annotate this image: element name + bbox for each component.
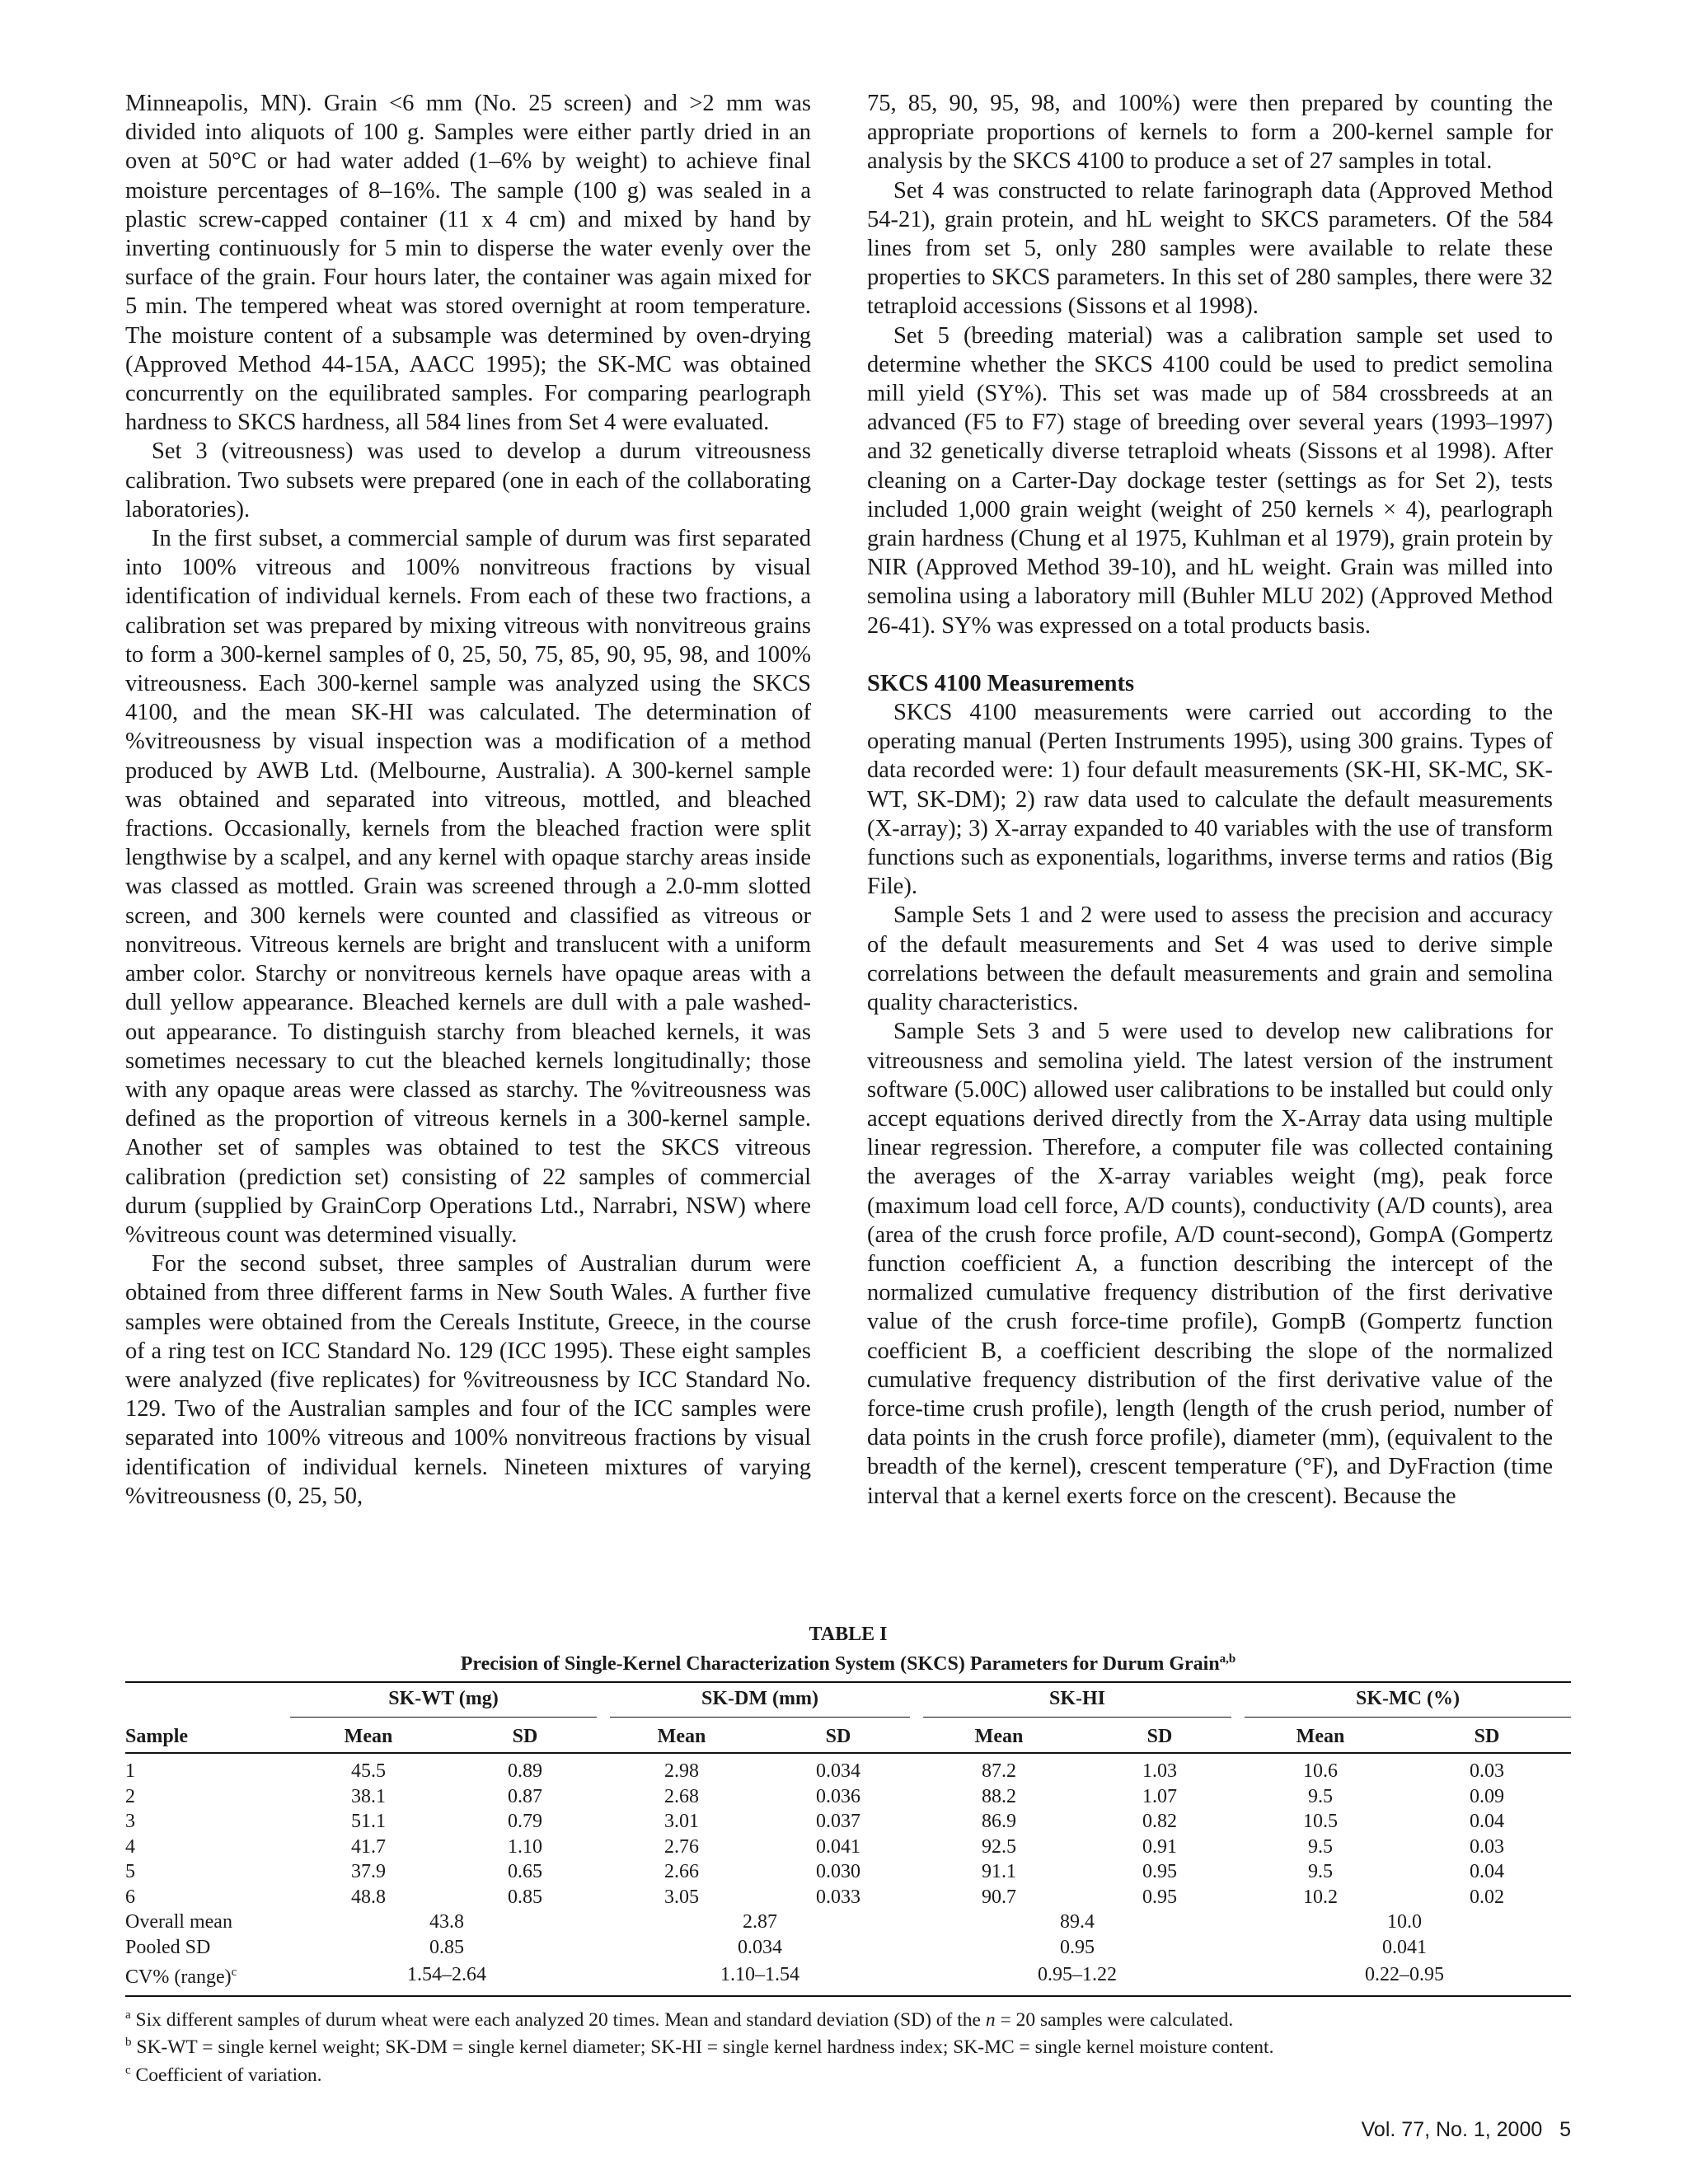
cell-hi-sd: 1.07 [1142, 1785, 1177, 1807]
cell-dm: 1.10–1.54 [720, 1964, 799, 1985]
table-row [125, 1859, 1571, 1885]
cell-wt-mean: 37.9 [351, 1861, 386, 1882]
cell-mc-sd: 0.03 [1470, 1760, 1504, 1782]
cell-wt-sd: 0.89 [508, 1760, 542, 1782]
cell-wt-mean: 38.1 [351, 1785, 386, 1807]
cell-mc-sd: 0.02 [1470, 1886, 1504, 1908]
cell-mc-sd: 0.09 [1470, 1785, 1504, 1807]
paragraph: 75, 85, 90, 95, 98, and 100%) were then prepared by counting the appropriate proportions of kernels to form a 200-kernel sample for analysis by the SKCS 4100 to produce a set of 27 samples in total. [867, 91, 1553, 175]
paragraph: For the second subset, three samples of Australian durum were obtained from three different farms in New South Wales. A further five samples were obtained from the Cereals Institute, Greece, in the course of a ring test on ICC Standard No. 129 (ICC 1995). These eight samples were analyzed (five replicates) for %vitreousness by ICC Standard No. 129. Two of the Australian samples and four of the ICC samples were separated into 100% vitreous and 100% nonvitreous fractions by visual identification of individual kernels. Nineteen mixtures of varying %vitreousness (0, 25, 50, [125, 1251, 811, 1509]
data-table [125, 1681, 1571, 1997]
paragraph: Set 5 (breeding material) was a calibration sample set used to determine whether the SKCS 4100 could be used to predict semolina mill yield (SY%). This set was made up of 584 crossbreeds at an advanced (F5 to F7) stage of breeding over several years (1993–1997) and 32 genetically diverse tetraploid wheats (Sissons et al 1998). After cleaning on a Carter-Day dockage tester (settings as for Set 2), tests included 1,000 grain weight (weight of 250 kernels × 4), pearlograph grain hardness (Chung et al 1975, Kuhlman et al 1979), grain protein by NIR (Approved Method 39-10), and hL weight. Grain was milled into semolina using a laboratory mill (Buhler MLU 202) (Approved Method 26-41). SY% was expressed on a total products basis. [867, 322, 1553, 639]
cell-dm-mean: 3.05 [664, 1886, 699, 1908]
table-footnotes [125, 2004, 1571, 2087]
cell-mc-sd: 0.04 [1470, 1861, 1504, 1882]
cell-hi-mean: 88.2 [982, 1785, 1016, 1807]
cell-mc: 10.0 [1387, 1911, 1422, 1933]
cell-wt: 43.8 [429, 1911, 464, 1933]
left-column [125, 89, 811, 1511]
cell-dm: 2.87 [743, 1911, 777, 1933]
cell-mc-sd: 0.03 [1470, 1835, 1504, 1858]
footnote [125, 2059, 1571, 2087]
column-header-mean: Mean [344, 1725, 393, 1747]
cell-hi: 0.95–1.22 [1038, 1964, 1117, 1985]
table-label: TABLE I [809, 1624, 888, 1645]
cell-dm-sd: 0.041 [816, 1835, 860, 1858]
column-header-sample: Sample [125, 1725, 189, 1747]
column-header-sd: SD [512, 1725, 538, 1747]
row-label-text: Pooled SD [125, 1936, 211, 1958]
cell-dm-mean: 2.66 [664, 1861, 699, 1882]
footnote [125, 2031, 1571, 2059]
cell-wt-sd: 0.65 [508, 1861, 542, 1882]
cell-mc: 0.22–0.95 [1365, 1964, 1444, 1985]
cell-mc-mean: 10.2 [1303, 1886, 1338, 1908]
cell-dm-sd: 0.036 [816, 1785, 860, 1807]
table-row [125, 1835, 1571, 1860]
column-group-sk-hi [917, 1682, 1238, 1721]
table-row [125, 1784, 1571, 1810]
column-header-mean: Mean [657, 1725, 706, 1747]
group-label: SK-WT (mg) [290, 1686, 597, 1718]
cell-wt-mean: 48.8 [351, 1886, 386, 1908]
table-row-summary [125, 1935, 1571, 1961]
footnote-mark: c [231, 1966, 237, 1979]
row-label-text: Overall mean [125, 1911, 232, 1933]
cell-wt-sd: 0.85 [508, 1886, 542, 1908]
cell-wt-mean: 51.1 [351, 1811, 386, 1832]
footnote-text: SK-WT = single kernel weight; SK-DM = single kernel diameter; SK-HI = single kernel hardness index; SK-MC = single kernel moisture content. [136, 2036, 1274, 2059]
paragraph: Sample Sets 1 and 2 were used to assess the precision and accuracy of the default measurements and Set 4 was used to derive simple correlations between the default measurements and grain and semolina quality characteristics. [867, 902, 1553, 1016]
cell-sample: 6 [125, 1886, 135, 1908]
table-title [125, 1647, 1571, 1676]
column-group-sk-wt [290, 1682, 603, 1721]
paragraph: Sample Sets 3 and 5 were used to develop new calibrations for vitreousness and semolina yield. The latest version of the instrument software (5.00C) allowed user calibrations to be installed but could only accept equations derived directly from the X-Array data using multiple linear regression. Therefore, a computer file was collected containing the averages of the X-array variables weight (mg), peak force (maximum load cell force, A/D counts), conductivity (A/D counts), area (area of the crush force profile, A/D count-second), GompA (Gompertz function coefficient A, a function describing the intercept of the normalized cumulative frequency distribution of the first derivative value of the crush force-time profile), GompB (Gompertz function coefficient B, a coefficient describing the slope of the normalized cumulative frequency distribution of the first derivative value of the force-time crush profile), length (length of the crush period, number of data points in the crush force profile), diameter (mm), (equivalent to the breadth of the kernel), crescent temperature (°F), and DyFraction (time interval that a kernel exerts force on the crescent). Because the [867, 1019, 1553, 1509]
cell-hi-sd: 0.95 [1142, 1886, 1177, 1908]
cell-dm-mean: 3.01 [664, 1811, 699, 1832]
cell-sample: 3 [125, 1811, 135, 1832]
cell-hi-sd: 0.95 [1142, 1861, 1177, 1882]
paragraph: Minneapolis, MN). Grain <6 mm (No. 25 screen) and >2 mm was divided into aliquots of 100 g. Samples were either partly dried in an oven at 50°C or had water added (1–6% by weight) to achieve final moisture percentages of 8–16%. The sample (100 g) was sealed in a plastic screw-capped container (11 x 4 cm) and mixed by hand by inverting continuously for 5 min to disperse the water evenly over the surface of the grain. Four hours later, the container was again mixed for 5 min. The tempered wheat was stored overnight at room temperature. The moisture content of a subsample was determined by oven-drying (Approved Method 44-15A, AACC 1995); the SK-MC was obtained concurrently on the equilibrated samples. For comparing pearlograph hardness to SKCS hardness, all 584 lines from Set 4 were evaluated. [125, 91, 811, 436]
footnote-text: = 20 samples were calculated. [995, 2008, 1234, 2031]
cell-hi-mean: 86.9 [982, 1811, 1016, 1832]
cell-dm-mean: 2.68 [664, 1785, 699, 1807]
footnote-italic: n [985, 2008, 996, 2031]
table-row [125, 1809, 1571, 1835]
cell-mc-mean: 9.5 [1308, 1835, 1333, 1858]
cell-hi-sd: 1.03 [1142, 1760, 1177, 1782]
cell-dm-sd: 0.034 [816, 1760, 860, 1782]
cell-dm-sd: 0.037 [816, 1811, 860, 1832]
cell-wt-mean: 45.5 [351, 1760, 386, 1782]
paragraph: Set 4 was constructed to relate farinograph data (Approved Method 54-21), grain protein, and hL weight to SKCS parameters. Of the 584 lines from set 5, only 280 samples were available to relate these properties to SKCS parameters. In this set of 280 samples, there were 32 tetraploid accessions (Sissons et al 1998). [867, 177, 1553, 320]
footnote-mark: c [125, 2064, 131, 2078]
group-label: SK-HI [923, 1686, 1231, 1718]
cell-mc: 0.041 [1382, 1936, 1427, 1958]
table-row-summary [125, 1910, 1571, 1935]
cell-hi: 0.95 [1060, 1936, 1095, 1958]
cell-wt-sd: 0.79 [508, 1811, 542, 1832]
table-row [125, 1753, 1571, 1784]
column-group-sk-dm [603, 1682, 917, 1721]
paragraph: Set 3 (vitreousness) was used to develop a durum vitreousness calibration. Two subsets were prepared (one in each of the collaborating laboratories). [125, 438, 811, 523]
table-title-footnote-marks: a,b [1219, 1652, 1236, 1666]
table-title-text: Precision of Single-Kernel Characterization System (SKCS) Parameters for Durum Grain [460, 1653, 1220, 1675]
column-header-sd: SD [825, 1725, 851, 1747]
paragraph: In the first subset, a commercial sample of durum was first separated into 100% vitreous and 100% nonvitreous fractions by visual identification of individual kernels. From each of these two fractions, a calibration set was prepared by mixing vitreous with nonvitreous grains to form a 300-kernel samples of 0, 25, 50, 75, 85, 90, 95, 98, and 100% vitreousness. Each 300-kernel sample was analyzed using the SKCS 4100, and the mean SK-HI was calculated. The determination of %vitreousness by visual inspection was a modification of a method produced by AWB Ltd. (Melbourne, Australia). A 300-kernel sample was obtained and separated into vitreous, mottled, and bleached fractions. Occasionally, kernels from the bleached fraction were split lengthwise by a scalpel, and any kernel with opaque starchy areas inside was classed as mottled. Grain was screened through a 2.0-mm slotted screen, and 300 kernels were counted and classified as vitreous or nonvitreous. Vitreous kernels are bright and translucent with a uniform amber color. Starchy or nonvitreous kernels have opaque areas with a dull yellow appearance. Bleached kernels are dull with a pale washed-out appearance. To distinguish starchy from bleached kernels, it was sometimes necessary to cut the bleached kernels longitudinally; those with any opaque areas were classed as starchy. The %vitreousness was defined as the proportion of vitreous kernels in a 300-kernel sample. Another set of samples was obtained to test the SKCS vitreous calibration (prediction set) consisting of 22 samples of commercial durum (supplied by GrainCorp Operations Ltd., Narrabri, NSW) where %vitreous count was determined visually. [125, 526, 811, 1248]
row-label [125, 1910, 290, 1935]
cell-mc-mean: 9.5 [1308, 1861, 1333, 1882]
right-column [867, 89, 1553, 1511]
cell-dm-sd: 0.033 [816, 1886, 860, 1908]
paragraph: SKCS 4100 measurements were carried out according to the operating manual (Perten Instruments 1995), using 300 grains. Types of data recorded were: 1) four default measurements (SK-HI, SK-MC, SK-WT, SK-DM); 2) raw data used to calculate the default measurements (X-array); 3) X-array expanded to 40 variables with the use of transform functions such as exponentials, logarithms, inverse terms and ratios (Big File). [867, 700, 1553, 900]
cell-mc-mean: 9.5 [1308, 1785, 1333, 1807]
footnote-mark: a [125, 2008, 131, 2022]
cell-hi: 89.4 [1060, 1911, 1095, 1933]
cell-wt-sd: 0.87 [508, 1785, 542, 1807]
cell-dm-mean: 2.76 [664, 1835, 699, 1858]
column-group-sk-mc [1238, 1682, 1571, 1721]
cell-hi-mean: 91.1 [982, 1861, 1016, 1882]
section-heading: SKCS 4100 Measurements [867, 670, 1135, 696]
row-label [125, 1935, 290, 1961]
group-label: SK-DM (mm) [610, 1686, 910, 1718]
table-body [125, 1753, 1571, 1996]
column-header-sd: SD [1474, 1725, 1500, 1747]
footnote-mark: b [125, 2036, 132, 2050]
cell-mc-sd: 0.04 [1470, 1811, 1504, 1832]
row-label-text: CV% (range) [125, 1966, 232, 1988]
page-folio: Vol. 77, No. 1, 2000 5 [1361, 2118, 1571, 2141]
cell-hi-mean: 92.5 [982, 1835, 1016, 1858]
cell-dm-mean: 2.98 [664, 1760, 699, 1782]
cell-sample: 4 [125, 1835, 135, 1858]
cell-mc-mean: 10.6 [1303, 1760, 1338, 1782]
footnote-text: Coefficient of variation. [135, 2064, 322, 2086]
cell-hi-mean: 90.7 [982, 1886, 1016, 1908]
cell-mc-mean: 10.5 [1303, 1811, 1338, 1832]
footnote [125, 2004, 1571, 2032]
column-header-sd: SD [1146, 1725, 1173, 1747]
cell-dm: 0.034 [738, 1936, 782, 1958]
column-header-mean: Mean [1296, 1725, 1345, 1747]
column-header-mean: Mean [974, 1725, 1024, 1747]
cell-sample: 2 [125, 1785, 135, 1807]
cell-hi-sd: 0.91 [1142, 1835, 1177, 1858]
cell-hi-sd: 0.82 [1142, 1811, 1177, 1832]
row-label [125, 1960, 290, 1996]
table-1 [125, 1622, 1571, 2087]
cell-sample: 5 [125, 1861, 135, 1882]
cell-wt: 0.85 [429, 1936, 464, 1958]
cell-wt-sd: 1.10 [508, 1835, 542, 1858]
cell-hi-mean: 87.2 [982, 1760, 1016, 1782]
cell-wt-mean: 41.7 [351, 1835, 386, 1858]
table-row [125, 1885, 1571, 1910]
footnote-text: Six different samples of durum wheat were each analyzed 20 times. Mean and standard deviation (SD) of the [135, 2008, 986, 2031]
cell-dm-sd: 0.030 [816, 1861, 860, 1882]
group-label: SK-MC (%) [1245, 1686, 1571, 1718]
cell-sample: 1 [125, 1760, 135, 1782]
cell-wt: 1.54–2.64 [407, 1964, 486, 1985]
table-row-summary [125, 1960, 1571, 1996]
